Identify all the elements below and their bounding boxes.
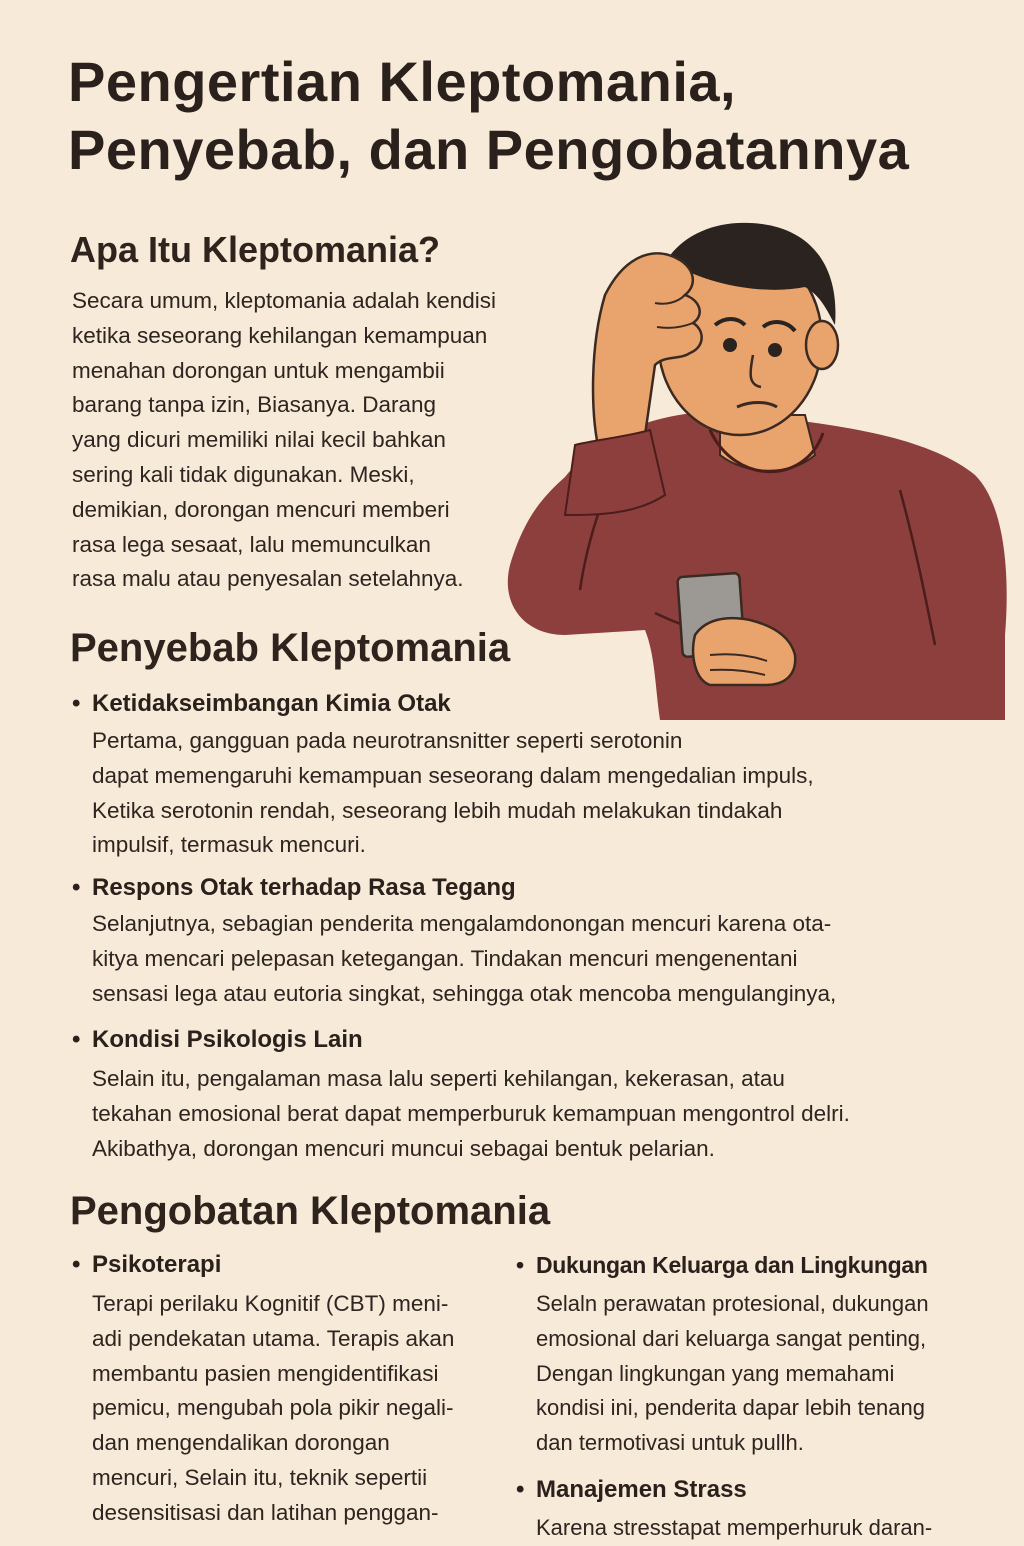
cause-line: kitya mencari pelepasan ketegangan. Tindakan mencuri mengenentani: [92, 945, 798, 971]
treatment-title-family-support: • Dukungan Keluarga dan Lingkungan: [536, 1250, 928, 1280]
cause-line: tekahan emosional berat dapat memperburuk kemampuan mengontrol delri.: [92, 1100, 850, 1126]
treatment-heading: Pengobatan Kleptomania: [70, 1189, 551, 1233]
treatment-line: pemicu, mengubah pola pikir negali-: [92, 1395, 454, 1421]
intro-line: rasa lega sesaat, lalu memunculkan: [72, 531, 431, 557]
treatment-line: dan termotivasi untuk pullh.: [536, 1430, 804, 1456]
cause-text-psychological: [92, 1062, 850, 1166]
intro-line: Secara umum, kleptomania adalah kendisi: [72, 288, 496, 313]
treatment-line: membantu pasien mengidentifikasi: [92, 1360, 439, 1386]
treatment-line: desensitisasi dan latihan penggan-: [92, 1499, 439, 1525]
cause-title-tension-response: • Respons Otak terhadap Rasa Tegang: [92, 873, 516, 903]
intro-line: yang dicuri memiliki nilai kecil bahkan: [72, 427, 446, 453]
intro-line: menahan dorongan untuk mengambii: [72, 357, 445, 383]
intro-line: ketika seseorang kehilangan kemampuan: [72, 322, 488, 348]
cause-line: Pertama, gangguan pada neurotransnitter seperti serotonin: [92, 728, 683, 753]
cause-line: dapat memengaruhi kemampuan seseorang dalam mengedalian impuls,: [92, 762, 814, 788]
cause-line: Akibathya, dorongan mencuri muncui sebagai bentuk pelarian.: [92, 1135, 715, 1161]
treatment-line: Karena stresstapat memperhuruk daran-: [536, 1515, 933, 1540]
treatment-line: mencuri, Selain itu, teknik sepertii: [92, 1464, 428, 1490]
treatment-text-stress-management: [536, 1511, 932, 1546]
treatment-line: dan mengendalikan dorongan: [92, 1430, 390, 1456]
intro-line: rasa malu atau penyesalan setelahnya.: [72, 566, 464, 592]
treatment-text-psychotherapy: [92, 1287, 454, 1531]
cause-line: sensasi lega atau eutoria singkat, sehingga otak mencoba mengulanginya,: [92, 980, 837, 1006]
treatment-line: Dengan lingkungan yang memahami: [536, 1360, 895, 1386]
treatment-title-psychotherapy: • Psikoterapi: [92, 1250, 221, 1280]
causes-heading: Penyebab Kleptomania: [70, 626, 511, 670]
treatment-title-stress-management: • Manajemen Strass: [536, 1475, 747, 1505]
cause-text-brain-chemistry: [92, 724, 814, 863]
intro-paragraph: [72, 284, 496, 597]
cause-line: Ketika serotonin rendah, seseorang lebih mudah melakukan tindakah: [92, 797, 783, 823]
cause-text-tension-response: [92, 907, 836, 1011]
cause-line: impulsif, termasuk mencuri.: [92, 832, 366, 858]
treatment-line: Terapi perilaku Kognitif (CBT) meni-: [92, 1291, 449, 1316]
intro-line: barang tanpa izin, Biasanya. Darang: [72, 392, 436, 418]
treatment-text-family-support: [536, 1287, 929, 1461]
treatment-line: Selaln perawatan protesional, dukungan: [536, 1291, 929, 1316]
cause-title-psychological: • Kondisi Psikologis Lain: [92, 1025, 363, 1055]
treatment-line: adi pendekatan utama. Terapis akan: [92, 1325, 455, 1351]
intro-heading: Apa Itu Kleptomania?: [70, 229, 441, 270]
worried-man-illustration: [505, 215, 1015, 725]
title-line-1: Pengertian Kleptomania,: [68, 50, 737, 113]
intro-line: sering kali tidak digunakan. Meski,: [72, 461, 415, 487]
intro-line: demikian, dorongan mencuri memberi: [72, 496, 450, 522]
cause-line: Selain itu, pengalaman masa lalu seperti kehilangan, kekerasan, atau: [92, 1066, 785, 1091]
treatment-line: kondisi ini, penderita dapar lebih tenang: [536, 1395, 925, 1421]
treatment-line: emosional dari keluarga sangat penting,: [536, 1325, 927, 1351]
cause-line: Selanjutnya, sebagian penderita mengalamdonongan mencuri karena ota-: [92, 911, 832, 936]
title-line-2: Penyebab, dan Pengobatannya: [68, 118, 910, 181]
cause-title-brain-chemistry: • Ketidakseimbangan Kimia Otak: [92, 689, 451, 719]
page-title: [68, 48, 1018, 184]
